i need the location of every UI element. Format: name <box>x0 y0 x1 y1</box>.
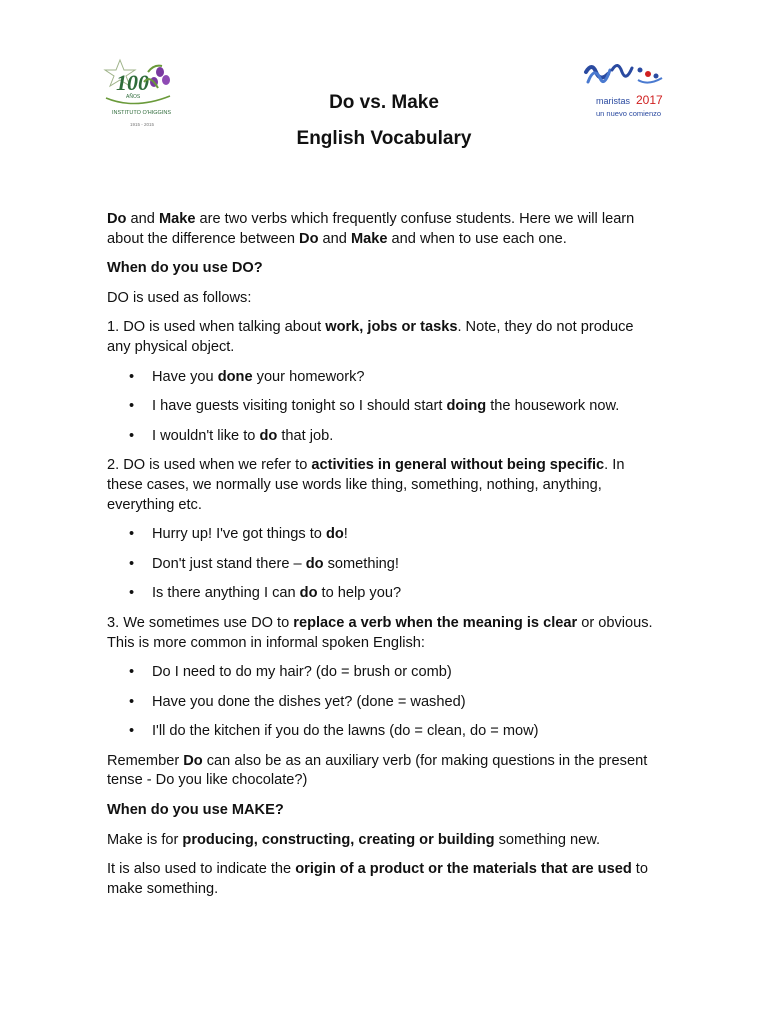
bold-term: Make <box>158 211 196 227</box>
bullet-icon: • <box>129 693 135 710</box>
do-rule-1-examples <box>107 368 659 447</box>
svg-text:un nuevo comienzo: un nuevo comienzo <box>596 109 662 118</box>
svg-text:INSTITUTO O'HIGGINS: INSTITUTO O'HIGGINS <box>112 110 172 116</box>
bold-term: origin of a product or the materials that are used <box>295 861 632 878</box>
bullet-icon: • <box>129 664 135 681</box>
do-rule-3: 3. We sometimes use DO to replace a verb when the meaning is clear or obvious. This is more common in informal spoken English: <box>107 614 653 651</box>
do-rule-2-examples <box>107 525 659 604</box>
page-title: Do vs. Make <box>329 92 439 113</box>
list-item: • Hurry up! I've got things to do! <box>107 525 659 545</box>
bullet-icon: • <box>129 585 135 602</box>
do-rule-3-examples <box>107 663 659 742</box>
bold-term: Make <box>350 230 388 247</box>
make-rule-1: Make is for producing, constructing, creating or building something new. <box>107 831 601 848</box>
do-rule-1: 1. DO is used when talking about work, jobs or tasks. Note, they do not produce any physical object. <box>107 319 634 355</box>
svg-text:AÑOS: AÑOS <box>126 94 141 100</box>
bullet-icon: • <box>129 398 135 415</box>
list-item: • Do I need to do my hair? (do = brush or comb) <box>107 663 659 683</box>
bold-term: do <box>259 427 278 444</box>
list-item: • I'll do the kitchen if you do the lawns (do = clean, do = mow) <box>107 722 659 742</box>
list-item: • I have guests visiting tonight so I should start doing the housework now. <box>107 397 659 417</box>
bold-term: do <box>299 585 318 602</box>
bold-term: doing <box>446 398 487 415</box>
page-subtitle: English Vocabulary <box>296 128 472 149</box>
bold-term: activities in general without being specific <box>311 457 605 474</box>
bold-term: work, jobs or tasks <box>325 319 458 336</box>
svg-text:100: 100 <box>116 70 149 95</box>
bullet-icon: • <box>129 427 135 444</box>
bold-term: Do <box>107 211 127 227</box>
svg-text:2017: 2017 <box>636 93 663 107</box>
bullet-icon: • <box>129 368 135 385</box>
svg-text:maristas: maristas <box>596 96 631 106</box>
bold-term: Do <box>183 752 203 769</box>
bold-term: Do <box>299 230 319 247</box>
list-item: • Is there anything I can do to help you? <box>107 584 659 604</box>
bullet-icon: • <box>129 723 135 740</box>
bold-term: do <box>325 526 344 543</box>
bold-term: replace a verb when the meaning is clear <box>293 614 578 631</box>
do-heading <box>107 259 659 279</box>
list-item: • Have you done your homework? <box>107 368 659 388</box>
list-item: • I wouldn't like to do that job. <box>107 427 659 447</box>
bold-term: do <box>305 555 324 572</box>
svg-text:1915 - 2015: 1915 - 2015 <box>130 122 155 127</box>
list-item: • Don't just stand there – do something! <box>107 555 659 575</box>
maristas-2017-logo <box>578 56 674 126</box>
bold-term: done <box>217 368 253 385</box>
document-body <box>107 210 659 909</box>
auxiliary-note: Remember Do can also be as an auxiliary verb (for making questions in the present tense - Do you like chocolate?) <box>107 752 648 789</box>
intro-paragraph: Do and Make are two verbs which frequently confuse students. Here we will learn about the difference between Do and Make and when to use each one. <box>107 211 635 247</box>
bullet-icon: • <box>129 555 135 572</box>
bold-term: When do you use DO? <box>107 260 263 277</box>
bold-term: producing, constructing, creating or building <box>182 831 495 848</box>
list-item: • Have you done the dishes yet? (done = washed) <box>107 693 659 713</box>
do-follows-paragraph: DO is used as follows: <box>107 289 252 306</box>
make-heading <box>107 801 659 821</box>
bullet-icon: • <box>129 526 135 543</box>
do-rule-2: 2. DO is used when we refer to activities in general without being specific. In these cases, we normally use words like thing, something, nothing, anything, everything etc. <box>107 457 625 513</box>
bold-term: When do you use MAKE? <box>107 802 284 819</box>
make-rule-2: It is also used to indicate the origin of a product or the materials that are used to make something. <box>107 861 648 897</box>
